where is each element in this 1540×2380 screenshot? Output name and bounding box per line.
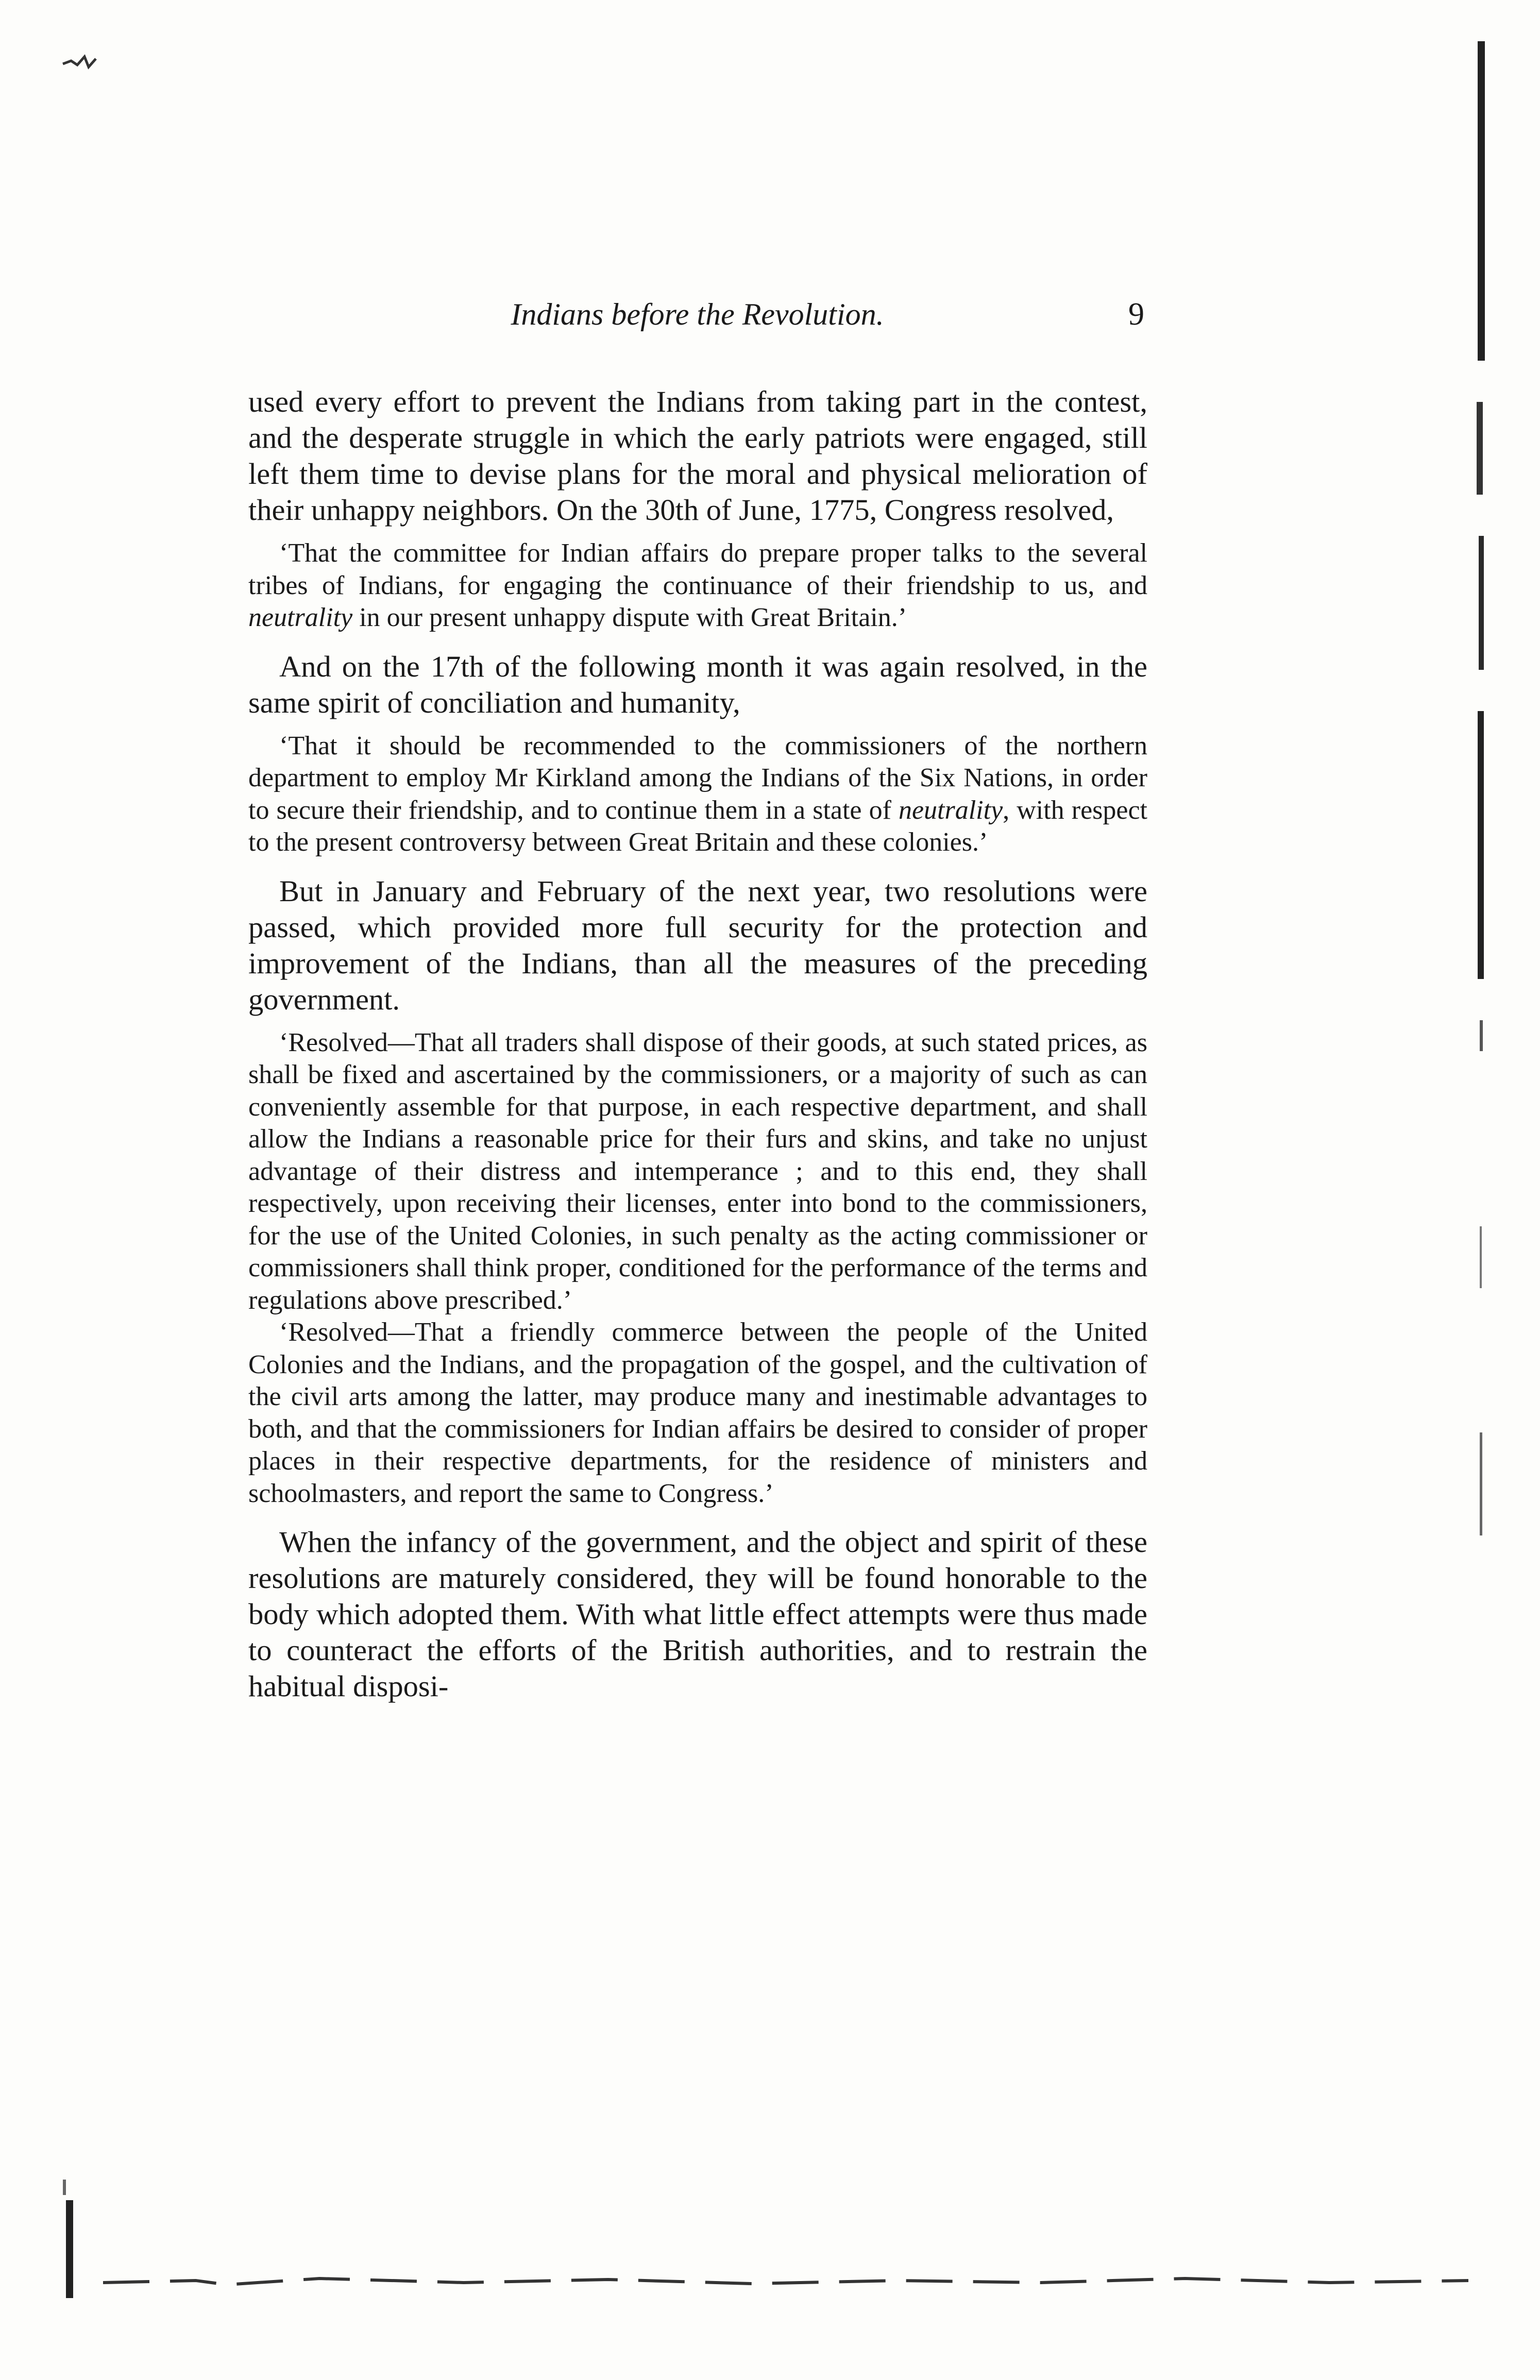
quote-2-text-a: ‘That it should be recommended to the commissioners of the northern department to employ Mr Kirkland among the Indians of the Six Nations, in order to secure their friendship, and to continue them in a state of	[248, 731, 1147, 825]
quote-1-text-a: ‘That the committee for Indian affairs do prepare proper talks to the several tribes of Indians, for engaging the continuance of their friendship to us, and	[248, 538, 1147, 600]
scan-artifact-left-mark	[58, 2180, 80, 2298]
quote-3: ‘Resolved—That all traders shall dispose of their goods, at such stated prices, as shall be fixed and ascertained by the commissioners, or a majority of such as can conveniently assemble for that purpose, in each respective department, and shall allow the Indians a reasonable price for their furs and skins, and take no unjust advantage of their distress and intemperance ; and to this end, they shall respectively, upon receiving their licenses, enter into bond to the commissioners, for the use of the United Colonies, in such penalty as the acting commissioner or commissioners shall think proper, conditioned for the performance of the terms and regulations above prescribed.’	[248, 1027, 1147, 1315]
page-number: 9	[1128, 297, 1144, 332]
quote-2	[248, 730, 1147, 859]
scan-artifact-right-edge	[1467, 41, 1491, 1587]
running-head	[250, 294, 1144, 335]
quote-4: ‘Resolved—That a friendly commerce between the people of the United Colonies and the Indians, and the propagation of the gospel, and the cultivation of the civil arts among the latter, may produce many and inestimable advantages to both, and that the commissioners for Indian affairs be desired to consider of proper places in their respective departments, for the residence of ministers and schoolmasters, and report the same to Congress.’	[248, 1318, 1147, 1508]
paragraph-2: And on the 17th of the following month it was again resolved, in the same spirit of conciliation and humanity,	[248, 649, 1147, 719]
quote-2-emphasis: neutrality	[898, 795, 1003, 825]
quote-1-emphasis: neutrality	[248, 603, 353, 632]
quote-2-text-b: , with respect to the present controversy between Great Britain and these colonies.’	[248, 795, 1147, 857]
paragraph-3: But in January and February of the next year, two resolutions were passed, which provided more full security for the protection and improvement of the Indians, than all the measures of the preceding government.	[248, 874, 1147, 1016]
quote-1	[248, 537, 1147, 634]
quote-1-text-b: in our present unhappy dispute with Great Britain.’	[352, 603, 907, 632]
running-title: Indians before the Revolution.	[511, 297, 884, 331]
scan-artifact-bottom-edge	[103, 2267, 1468, 2288]
paragraph-4: When the infancy of the government, and the object and spirit of these resolutions are maturely considered, they will be found honorable to the body which adopted them. With what little effect attempts were thus made to counteract the efforts of the British authorities, and to restrain the habitual disposi-	[248, 1525, 1147, 1703]
scan-artifact-top	[62, 54, 98, 71]
paragraph-1: used every effort to prevent the Indians from taking part in the contest, and the desperate struggle in which the early patriots were engaged, still left them time to devise plans for the moral and physical melioration of their unhappy neighbors. On the 30th of June, 1775, Congress resolved,	[248, 385, 1147, 527]
body-text	[248, 384, 1147, 1704]
